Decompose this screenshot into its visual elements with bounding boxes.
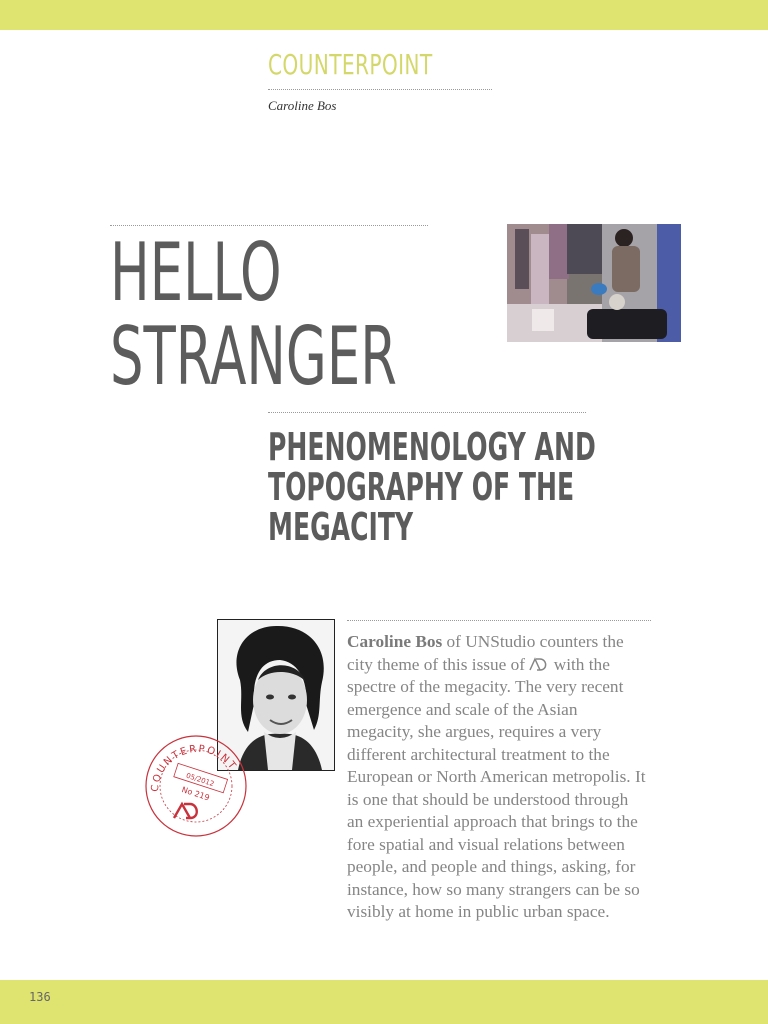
ad-logo-icon xyxy=(529,655,549,669)
stamp-date: 05/2012 xyxy=(184,771,216,789)
bottom-color-band xyxy=(0,980,768,1024)
article-title xyxy=(110,226,397,403)
section-rule xyxy=(268,89,492,90)
stamp-number: No 219 xyxy=(180,785,211,803)
article-subtitle xyxy=(268,427,596,547)
title-line-1: HELLO xyxy=(110,226,282,319)
intro-text-start: of UNStudio counters the city theme of this issue of xyxy=(347,632,624,674)
intro-rule xyxy=(347,620,651,621)
page-number: 136 xyxy=(29,990,51,1004)
subtitle-line-2: TOPOGRAPHY OF THE xyxy=(268,465,575,509)
intro-paragraph xyxy=(347,631,647,924)
counterpoint-stamp xyxy=(142,732,250,840)
top-color-band xyxy=(0,0,768,30)
stamp-ring-text: COUNTERPOINT xyxy=(149,743,239,793)
subtitle-rule xyxy=(268,412,586,413)
intro-author: Caroline Bos xyxy=(347,632,443,651)
intro-text-end: with the spectre of the megacity. The very recent emergence and scale of the Asian megacity, she argues, requires a very different architectural treatment to the European or North American metropolis. It is one that should be understood through an experiential approach that brings to the fore spatial and visual relations between people, and people and things, asking, for instance, how so many strangers can be so visibly at home in public urban space. xyxy=(347,654,646,921)
byline: Caroline Bos xyxy=(268,98,337,113)
stamp-ad-logo-icon xyxy=(174,804,197,818)
subtitle-line-3: MEGACITY xyxy=(268,505,414,549)
section-label: COUNTERPOINT xyxy=(268,48,433,81)
market-photo xyxy=(507,224,681,342)
subtitle-line-1: PHENOMENOLOGY AND xyxy=(268,425,596,469)
title-line-2: STRANGER xyxy=(110,310,397,403)
svg-text:COUNTERPOINT xyxy=(150,744,239,793)
